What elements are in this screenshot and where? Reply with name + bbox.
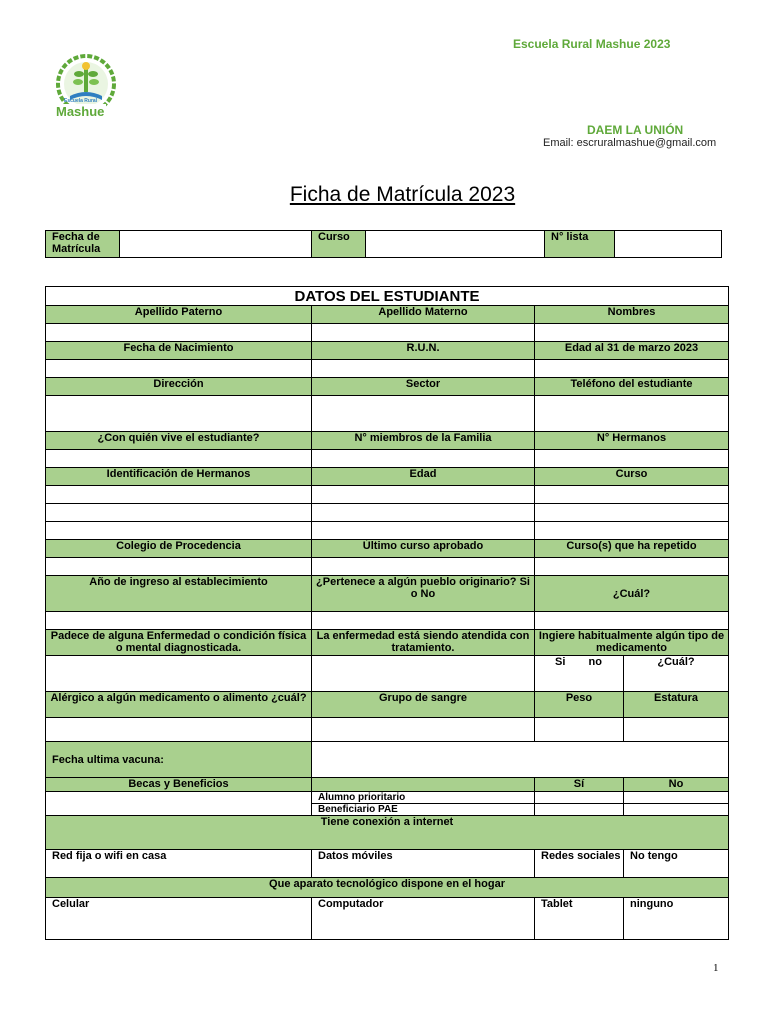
apellido-materno-label: Apellido Materno [312,306,535,324]
no-tengo-option[interactable]: No tengo [624,850,729,878]
becas-no-label: No [624,778,729,792]
curso-label: Curso [312,231,366,258]
medicamento-si-option[interactable]: Si [555,656,566,668]
alergico-label: Alérgico a algún medicamento o alimento ¿cuál? [46,692,312,718]
edad-label: Edad al 31 de marzo 2023 [535,342,729,360]
medicamento-no-option[interactable]: no [588,656,602,668]
datos-moviles-option[interactable]: Datos móviles [312,850,535,878]
hermano-edad-field[interactable] [312,504,535,522]
page-title: Ficha de Matrícula 2023 [289,183,516,206]
miembros-label: N° miembros de la Familia [312,432,535,450]
alumno-prioritario-label: Alumno prioritario [312,792,535,804]
anio-ingreso-field[interactable] [46,612,312,630]
repetido-field[interactable] [535,558,729,576]
run-field[interactable] [312,360,535,378]
apellido-paterno-label: Apellido Paterno [46,306,312,324]
sector-field[interactable] [312,396,535,432]
hermano-nombre-field[interactable] [46,522,312,540]
tablet-option[interactable]: Tablet [535,898,624,940]
page-number: 1 [713,962,719,974]
direccion-field[interactable] [46,396,312,432]
alergico-field[interactable] [46,718,312,742]
hermano-curso-field[interactable] [535,504,729,522]
pueblo-label: ¿Pertenece a algún pueblo originario? Si o No [312,576,535,612]
email-text: Email: escruralmashue@gmail.com [543,137,717,149]
logo-small-text: Escuela Rural [64,98,98,104]
telefono-field[interactable] [535,396,729,432]
miembros-field[interactable] [312,450,535,468]
cual-field[interactable] [535,612,729,630]
telefono-label: Teléfono del estudiante [535,378,729,396]
medicamento-si-no-cell [535,656,624,692]
con-quien-field[interactable] [46,450,312,468]
hermano-curso-field[interactable] [535,522,729,540]
ultimo-curso-label: Último curso aprobado [312,540,535,558]
vacuna-label: Fecha ultima vacuna: [46,742,312,778]
peso-label: Peso [535,692,624,718]
medicamento-cual-cell[interactable] [624,656,729,692]
repetido-label: Curso(s) que ha repetido [535,540,729,558]
escuela-rural-mashue-logo [46,52,126,122]
nombres-field[interactable] [535,324,729,342]
ultimo-curso-field[interactable] [312,558,535,576]
lista-field[interactable] [615,231,722,258]
hermano-edad-field[interactable] [312,486,535,504]
medicamento-label: Ingiere habitualmente algún tipo de medicamento [535,630,729,656]
becas-label: Becas y Beneficios [46,778,312,792]
fecha-nacimiento-field[interactable] [46,360,312,378]
pueblo-field[interactable] [312,612,535,630]
fecha-matricula-field[interactable] [120,231,312,258]
edad-hermanos-label: Edad [312,468,535,486]
sector-label: Sector [312,378,535,396]
section-title: DATOS DEL ESTUDIANTE [46,287,729,306]
beneficiario-pae-no[interactable] [624,804,729,816]
direccion-label: Dirección [46,378,312,396]
grupo-sangre-field[interactable] [312,718,535,742]
logo-big-text: Mashue [56,104,105,119]
run-label: R.U.N. [312,342,535,360]
enfermedad-field[interactable] [46,656,312,692]
nombres-label: Nombres [535,306,729,324]
hermano-edad-field[interactable] [312,522,535,540]
con-quien-label: ¿Con quién vive el estudiante? [46,432,312,450]
estatura-field[interactable] [624,718,729,742]
apellido-materno-field[interactable] [312,324,535,342]
redes-sociales-option[interactable]: Redes sociales [535,850,624,878]
aparato-label: Que aparato tecnológico dispone en el hogar [46,878,729,898]
beneficiario-pae-si[interactable] [535,804,624,816]
daem-label: DAEM LA UNIÓN [587,123,684,137]
atendida-label: La enfermedad está siendo atendida con tratamiento. [312,630,535,656]
ninguno-option[interactable]: ninguno [624,898,729,940]
fecha-nacimiento-label: Fecha de Nacimiento [46,342,312,360]
enfermedad-label: Padece de alguna Enfermedad o condición física o mental diagnosticada. [46,630,312,656]
peso-field[interactable] [535,718,624,742]
alumno-prioritario-si[interactable] [535,792,624,804]
cual-label: ¿Cuál? [535,576,729,612]
hermano-nombre-field[interactable] [46,486,312,504]
hermanos-label: N° Hermanos [535,432,729,450]
vacuna-field[interactable] [312,742,729,778]
atendida-field[interactable] [312,656,535,692]
alumno-prioritario-no[interactable] [624,792,729,804]
medicamento-cual-label: ¿Cuál? [657,656,695,668]
anio-ingreso-label: Año de ingreso al establecimiento [46,576,312,612]
hermanos-field[interactable] [535,450,729,468]
lista-label: N° lista [545,231,615,258]
hermano-nombre-field[interactable] [46,504,312,522]
computador-option[interactable]: Computador [312,898,535,940]
red-fija-option[interactable]: Red fija o wifi en casa [46,850,312,878]
curso-field[interactable] [366,231,545,258]
colegio-field[interactable] [46,558,312,576]
beneficiario-pae-label: Beneficiario PAE [312,804,535,816]
celular-option[interactable]: Celular [46,898,312,940]
student-data-table [45,286,729,940]
becas-blank-header [312,778,535,792]
school-name: Escuela Rural Mashue 2023 [513,37,671,51]
becas-si-label: Sí [535,778,624,792]
becas-field[interactable] [46,792,312,816]
grupo-sangre-label: Grupo de sangre [312,692,535,718]
estatura-label: Estatura [624,692,729,718]
curso-hermanos-label: Curso [535,468,729,486]
ident-hermanos-label: Identificación de Hermanos [46,468,312,486]
enrollment-header-table [45,230,722,258]
conexion-label: Tiene conexión a internet [46,816,729,850]
colegio-label: Colegio de Procedencia [46,540,312,558]
fecha-matricula-label: Fecha de Matrícula [46,231,120,258]
hermano-curso-field[interactable] [535,486,729,504]
apellido-paterno-field[interactable] [46,324,312,342]
edad-field[interactable] [535,360,729,378]
